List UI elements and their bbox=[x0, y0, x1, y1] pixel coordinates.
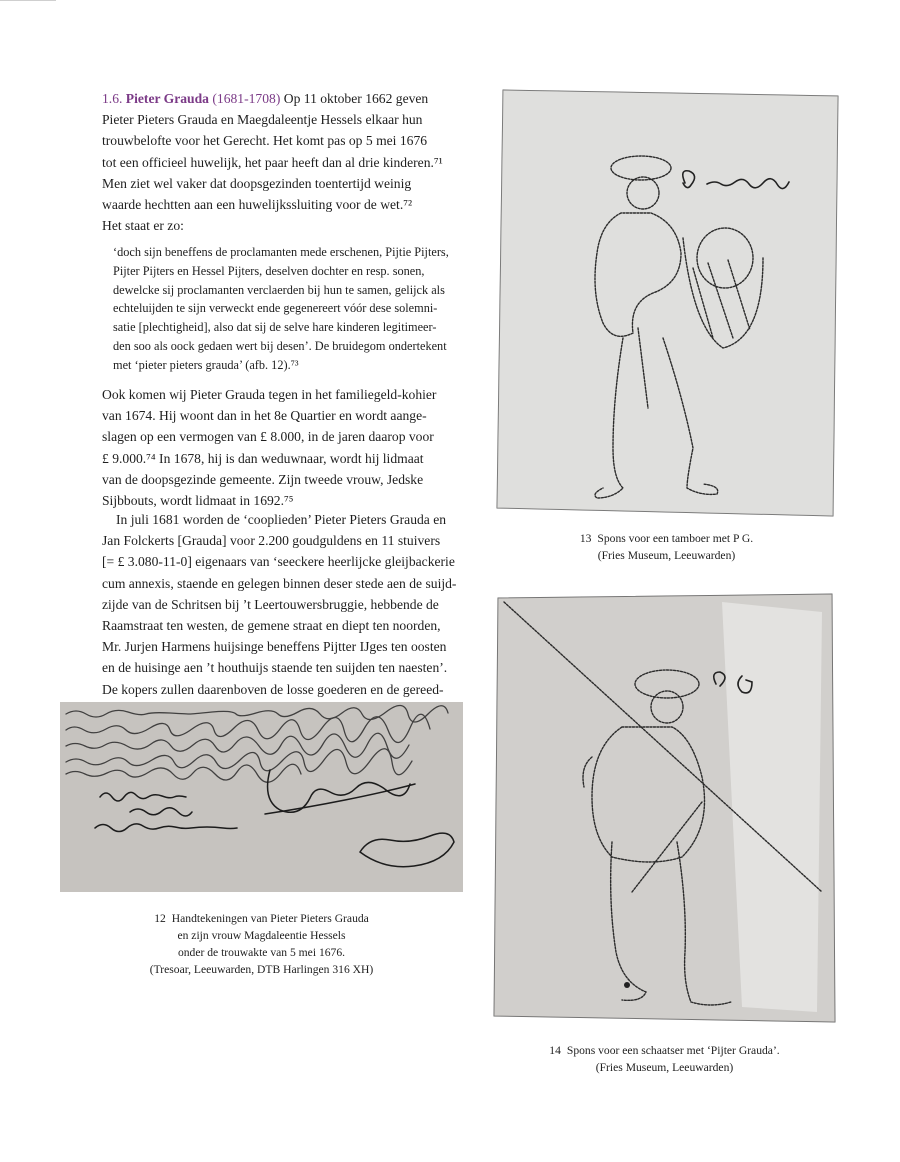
caption-line: en zijn vrouw Magdaleentie Hessels bbox=[177, 929, 346, 942]
skater-sponge-photo bbox=[492, 592, 837, 1025]
paragraph-line: van 1674. Hij woont dan in het 8e Quartier en wordt aange- bbox=[102, 408, 427, 424]
figure-number: 12 bbox=[154, 912, 166, 925]
quote-line: Pijter Pijters en Hessel Pijters, deselven dochter en resp. sonen, bbox=[113, 263, 425, 278]
quote-line: den soo als oock gedaen wert bij desen’. De bruidegom ondertekent bbox=[113, 338, 447, 353]
intro-line: tot een officieel huwelijk, het paar heeft dan al drie kinderen.⁷¹ bbox=[102, 154, 443, 170]
quote-line: echteluijden te sijn verweckt ende gegenereert vóór dese solemni- bbox=[113, 301, 438, 316]
figure-13-caption bbox=[493, 530, 840, 564]
quote-line: dewelcke sij proclamanten verclaerden bij hun te samen, gelijck als bbox=[113, 282, 445, 297]
quote-line: met ‘pieter pieters grauda’ (afb. 12).⁷³ bbox=[113, 357, 299, 372]
paragraph-line: [= £ 3.080-11-0] eigenaars van ‘seeckere heerlijcke gleijbackerie bbox=[102, 554, 455, 570]
quote-line: ‘doch sijn beneffens de proclamanten mede erschenen, Pijtie Pijters, bbox=[113, 245, 449, 259]
paragraph-line: De kopers zullen daarenboven de losse goederen en de gereed- bbox=[102, 681, 444, 697]
paragraph-line: In juli 1681 worden de ‘cooplieden’ Pieter Pieters Grauda en bbox=[116, 512, 447, 527]
caption-line: Spons voor een schaatser met ‘Pijter Grauda’. bbox=[566, 1044, 780, 1057]
figure-14-caption bbox=[492, 1042, 837, 1076]
paragraph-line: Jan Folckerts [Grauda] voor 2.200 goudguldens en 11 stuivers bbox=[102, 533, 441, 549]
figure-number: 13 bbox=[579, 532, 592, 545]
section-title: Pieter Grauda bbox=[125, 91, 209, 106]
skater-illustration bbox=[492, 592, 837, 1025]
paragraph-line: Raamstraat ten westen, de gemene straat en diept ten noorden, bbox=[102, 618, 441, 634]
section-years: (1681-1708) bbox=[212, 91, 281, 106]
caption-line: Handtekeningen van Pieter Pieters Grauda bbox=[171, 912, 369, 925]
drummer-sponge-photo bbox=[493, 88, 840, 520]
caption-line: (Fries Museum, Leeuwarden) bbox=[595, 1061, 734, 1074]
caption-line: onder de trouwakte van 5 mei 1676. bbox=[177, 946, 346, 959]
intro-line: Het staat er zo: bbox=[102, 218, 184, 234]
paragraph-line: slagen op een vermogen van £ 8.000, in de jaren daarop voor bbox=[102, 429, 434, 445]
quote-line: satie [plechtigheid], also dat sij de selve hare kinderen legitimeer- bbox=[113, 320, 437, 335]
handwriting-illustration bbox=[60, 702, 463, 892]
block-quote bbox=[113, 243, 458, 375]
section-number: 1.6. bbox=[102, 91, 123, 106]
paragraph-line: zijde van de Schritsen bij ’t Leertouwersbruggie, hebbende de bbox=[102, 596, 439, 612]
paragraph-line: £ 9.000.⁷⁴ In 1678, hij is dan weduwnaar, wordt hij lidmaat bbox=[102, 450, 424, 466]
paragraph-cooplieden bbox=[102, 509, 462, 700]
paragraph-line: van de doopsgezinde gemeente. Zijn tweede vrouw, Jedske bbox=[102, 471, 424, 487]
intro-line: Pieter Pieters Grauda en Maegdaleentje Hessels elkaar hun bbox=[102, 112, 423, 128]
caption-line: Spons voor een tamboer met P G. bbox=[597, 532, 754, 545]
signature-document-photo bbox=[60, 702, 463, 892]
figure-12-caption bbox=[60, 910, 463, 978]
paragraph-line: Sijbbouts, wordt lidmaat in 1692.⁷⁵ bbox=[102, 493, 294, 509]
caption-line: (Fries Museum, Leeuwarden) bbox=[597, 549, 736, 562]
paragraph-line: en de huisinge aen ’t houthuijs staende ten suijden ten naesten’. bbox=[102, 660, 448, 676]
paragraph-kohier bbox=[102, 384, 462, 511]
caption-line: (Tresoar, Leeuwarden, DTB Harlingen 316 XH) bbox=[149, 963, 374, 976]
intro-line: Op 11 oktober 1662 geven bbox=[283, 91, 429, 106]
drummer-illustration bbox=[493, 88, 840, 520]
intro-paragraph bbox=[102, 88, 462, 236]
intro-line: trouwbelofte voor het Gerecht. Het komt pas op 5 mei 1676 bbox=[102, 133, 428, 149]
intro-line: Men ziet wel vaker dat doopsgezinden toentertijd weinig bbox=[102, 175, 412, 191]
intro-line: waarde hechtten aan een huwelijkssluiting voor de wet.⁷² bbox=[102, 197, 413, 213]
figure-number: 14 bbox=[549, 1044, 561, 1057]
paragraph-line: Ook komen wij Pieter Grauda tegen in het familiegeld-kohier bbox=[102, 387, 437, 402]
top-rule bbox=[0, 0, 56, 1]
paragraph-line: Mr. Jurjen Harmens huijsinge beneffens Pijtter IJges ten oosten bbox=[102, 639, 447, 655]
paragraph-line: cum annexis, staende en gelegen binnen deser stede aen de suijd- bbox=[102, 575, 457, 591]
